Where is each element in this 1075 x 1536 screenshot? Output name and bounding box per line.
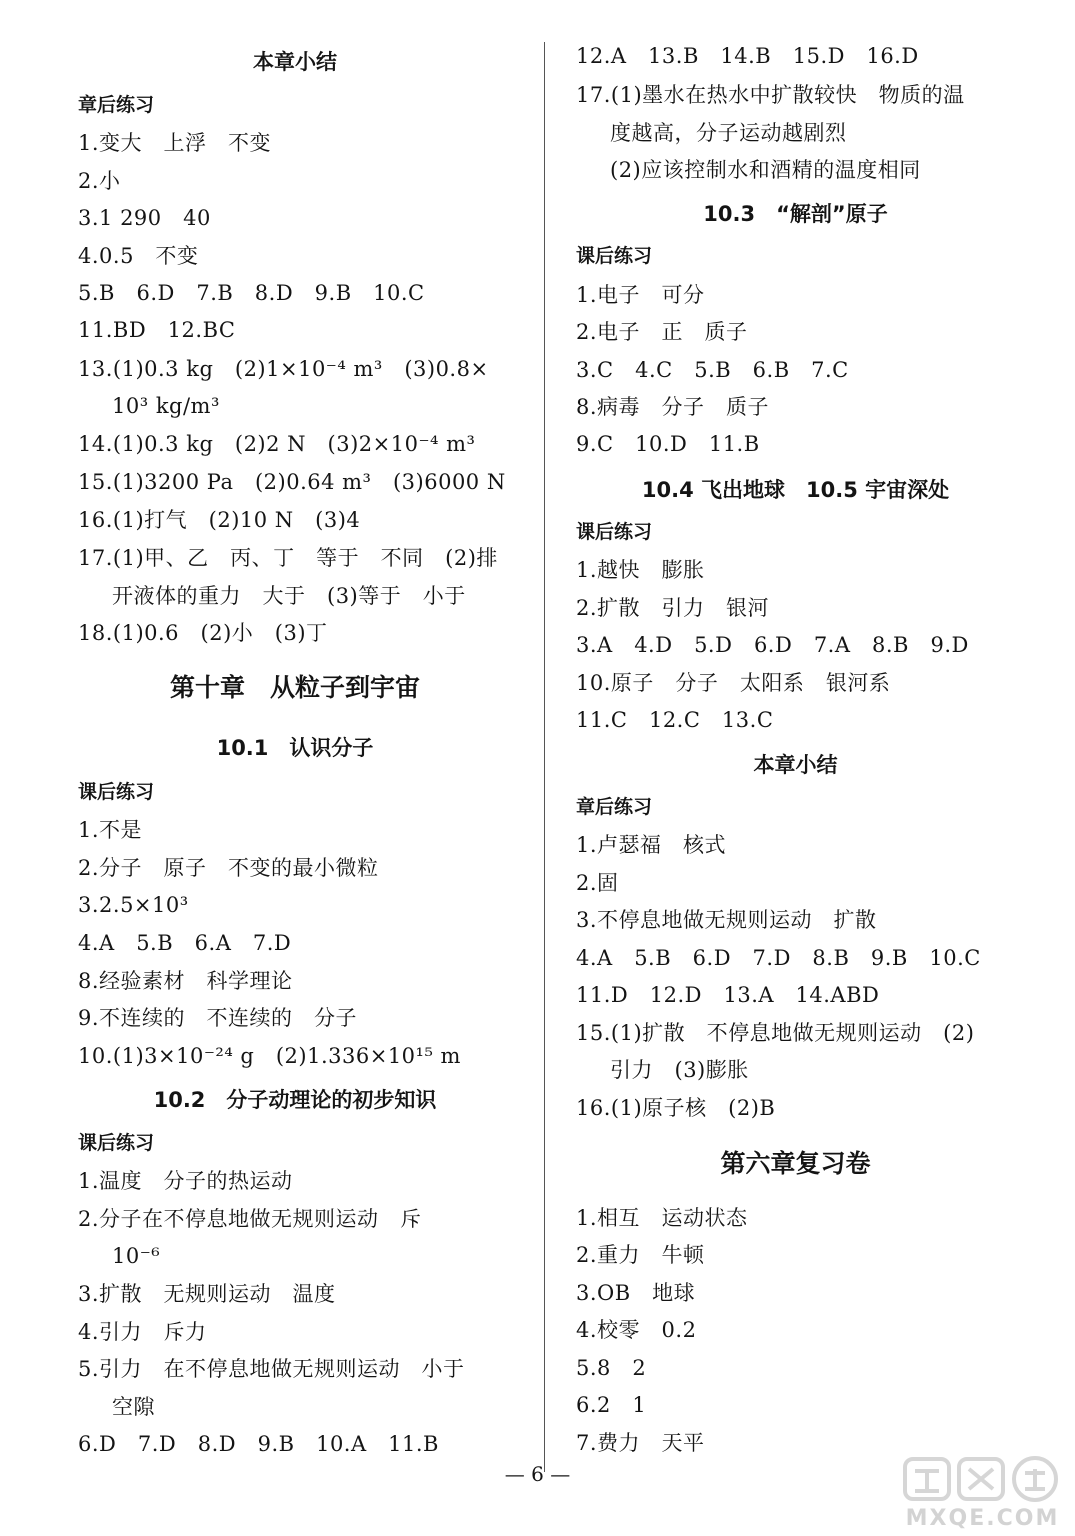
answer-line: 8.病毒 分子 质子 [576, 395, 770, 419]
answer-line: 7.费力 天平 [576, 1431, 705, 1455]
answer-line: 11.D 12.D 13.A 14.ABD [576, 983, 880, 1007]
section-title: 10.2 分子动理论的初步知识 [153, 1088, 437, 1112]
answer-line: 1.电子 可分 [576, 283, 705, 307]
chapter-title: 第十章 从粒子到宇宙 [169, 673, 420, 702]
answer-line: 4.引力 斥力 [78, 1320, 207, 1344]
section-title: 10.1 认识分子 [216, 736, 374, 760]
answer-line: 2.扩散 引力 银河 [576, 596, 770, 620]
page-number: — 6 — [504, 1462, 571, 1486]
answer-line: 2.固 [576, 871, 619, 895]
section-title: 10.4 飞出地球 10.5 宇宙深处 [641, 478, 950, 502]
answer-line: 17.(1)甲、乙 丙、丁 等于 不同 (2)排 [78, 546, 498, 570]
answer-line: 10⁻⁶ [112, 1244, 161, 1268]
answer-line: 3.2.5×10³ [78, 893, 189, 917]
practice-label: 课后练习 [576, 245, 653, 267]
practice-label: 课后练习 [78, 1132, 155, 1154]
answer-line: 8.经验素材 科学理论 [78, 969, 293, 993]
answer-line: 5.B 6.D 7.B 8.D 9.B 10.C [78, 281, 425, 305]
answer-line: 11.BD 12.BC [78, 318, 236, 342]
practice-label: 课后练习 [78, 781, 155, 803]
answer-line: 4.A 5.B 6.A 7.D [78, 931, 292, 955]
answer-line: 1.卢瑟福 核式 [576, 833, 727, 857]
answer-line: 9.不连续的 不连续的 分子 [78, 1006, 358, 1030]
answer-line: 9.C 10.D 11.B [576, 432, 760, 456]
review-title: 第六章复习卷 [720, 1149, 871, 1178]
answer-line: 度越高，分子运动越剧烈 [610, 121, 847, 145]
answer-line: 1.相互 运动状态 [576, 1206, 748, 1230]
answer-line: 16.(1)打气 (2)10 N (3)4 [78, 508, 361, 532]
answer-line: 15.(1)3200 Pa (2)0.64 m³ (3)6000 N [78, 470, 506, 494]
watermark-badge-icon [895, 1455, 1070, 1505]
answer-line: 11.C 12.C 13.C [576, 708, 774, 732]
answer-line: 空隙 [112, 1395, 155, 1419]
practice-label: 课后练习 [576, 521, 653, 543]
answer-line: 开液体的重力 大于 (3)等于 小于 [112, 584, 466, 608]
answer-line: 4.校零 0.2 [576, 1318, 697, 1342]
answer-line: 16.(1)原子核 (2)B [576, 1096, 776, 1120]
answer-line: 2.分子在不停息地做无规则运动 斥 [78, 1207, 422, 1231]
answer-line: 5.引力 在不停息地做无规则运动 小于 [78, 1357, 465, 1381]
answer-line: 3.1 290 40 [78, 206, 211, 230]
answer-line: 13.(1)0.3 kg (2)1×10⁻⁴ m³ (3)0.8× [78, 357, 489, 381]
answer-line: 10.原子 分子 太阳系 银河系 [576, 671, 891, 695]
answer-line: 18.(1)0.6 (2)小 (3)丁 [78, 621, 328, 645]
answer-line: 1.变大 上浮 不变 [78, 131, 272, 155]
answer-line: 4.0.5 不变 [78, 244, 199, 268]
answer-line: 5.8 2 [576, 1356, 647, 1380]
answer-line: 12.A 13.B 14.B 15.D 16.D [576, 44, 919, 68]
answer-line: 14.(1)0.3 kg (2)2 N (3)2×10⁻⁴ m³ [78, 432, 476, 456]
section-title: 10.3 “解剖”原子 [703, 202, 888, 226]
answer-line: 6.D 7.D 8.D 9.B 10.A 11.B [78, 1432, 439, 1456]
practice-label: 章后练习 [78, 94, 155, 116]
answer-line: 4.A 5.B 6.D 7.D 8.B 9.B 10.C [576, 946, 981, 970]
answer-line: 2.小 [78, 169, 121, 193]
answer-line: 2.分子 原子 不变的最小微粒 [78, 856, 379, 880]
answer-line: 3.C 4.C 5.B 6.B 7.C [576, 358, 849, 382]
watermark-text: MXQE.COM [905, 1506, 1060, 1531]
answer-line: 15.(1)扩散 不停息地做无规则运动 (2) [576, 1021, 975, 1045]
answer-line: 10³ kg/m³ [112, 394, 220, 418]
answer-line: 1.不是 [78, 818, 143, 842]
answer-line: 3.扩散 无规则运动 温度 [78, 1282, 336, 1306]
answer-line: 3.A 4.D 5.D 6.D 7.A 8.B 9.D [576, 633, 969, 657]
summary-title: 本章小结 [253, 50, 337, 74]
summary-title: 本章小结 [753, 753, 838, 777]
answer-line: 3.不停息地做无规则运动 扩散 [576, 908, 877, 932]
watermark-logo [895, 1455, 1070, 1531]
answer-line: 1.越快 膨胀 [576, 558, 705, 582]
answer-line: 1.温度 分子的热运动 [78, 1169, 293, 1193]
answer-line: 引力 (3)膨胀 [610, 1058, 749, 1082]
answer-line: 2.电子 正 质子 [576, 320, 748, 344]
practice-label: 章后练习 [576, 796, 653, 818]
answer-line: 3.OB 地球 [576, 1281, 696, 1305]
answer-line: 17.(1)墨水在热水中扩散较快 物质的温 [576, 83, 965, 107]
column-divider [544, 42, 545, 1472]
answer-line: (2)应该控制水和酒精的温度相同 [610, 158, 921, 182]
answer-line: 6.2 1 [576, 1393, 647, 1417]
answer-line: 10.(1)3×10⁻²⁴ g (2)1.336×10¹⁵ m [78, 1044, 461, 1068]
answer-line: 2.重力 牛顿 [576, 1243, 705, 1267]
